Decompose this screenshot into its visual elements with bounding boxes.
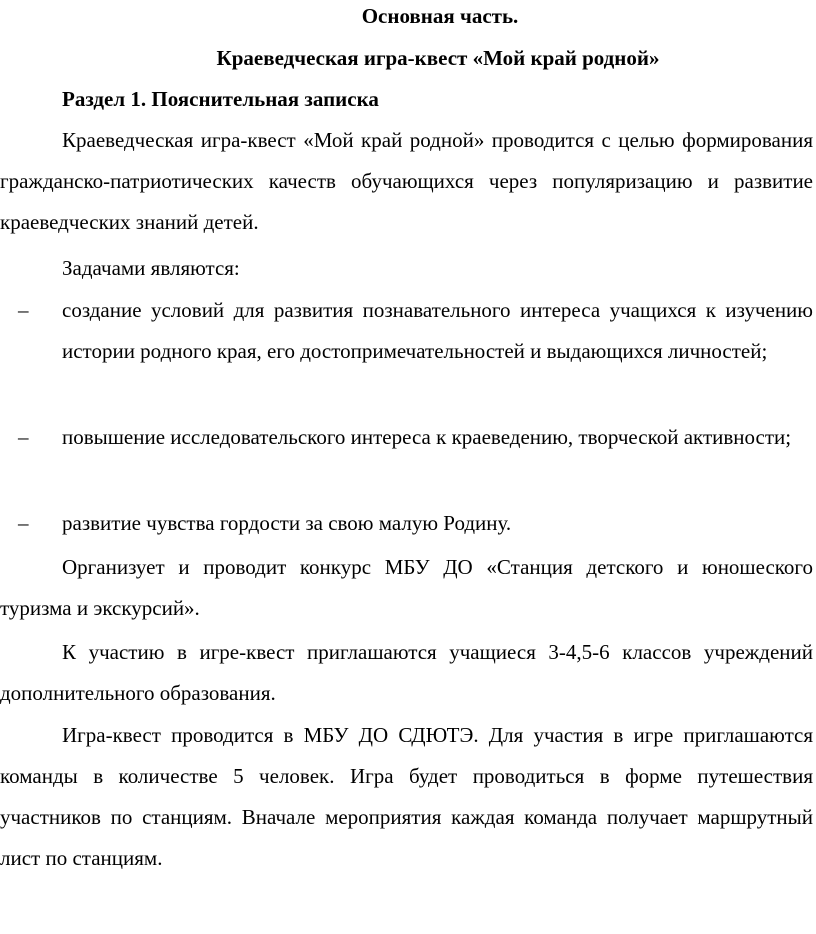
task-item-text: повышение исследовательского интереса к краеведению, творческой активности; — [62, 425, 792, 449]
tasks-label: Задачами являются: — [62, 256, 240, 280]
format-paragraph: Игра-квест проводится в МБУ ДО СДЮТЭ. Для участия в игре приглашаются команды в количестве 5 человек. Игра будет проводиться в форме путешествия участников по станциям. Вначале мероприятия каждая команда получает маршрутный лист по станциям. — [0, 723, 813, 870]
task-item-text: развитие чувства гордости за свою малую Родину. — [62, 511, 512, 535]
game-title: Краеведческая игра-квест «Мой край родной» — [216, 46, 660, 70]
task-item-text: создание условий для развития познавательного интереса учащихся к изучению истории родного края, его достопримечательностей и выдающихся личностей; — [62, 298, 813, 363]
dash-marker: – — [18, 511, 29, 535]
section-title: Раздел 1. Пояснительная записка — [62, 87, 379, 111]
main-heading: Основная часть. — [361, 4, 519, 28]
organizer-paragraph: Организует и проводит конкурс МБУ ДО «Станция детского и юношеского туризма и экскурсий». — [0, 555, 813, 620]
dash-marker: – — [18, 298, 29, 322]
participants-paragraph: К участию в игре-квест приглашаются учащиеся 3-4,5-6 классов учреждений дополнительного образования. — [0, 640, 813, 705]
dash-marker: – — [18, 425, 29, 449]
intro-paragraph: Краеведческая игра-квест «Мой край родной» проводится с целью формирования гражданско-патриотических качеств обучающихся через популяризацию и развитие краеведческих знаний детей. — [0, 128, 813, 234]
